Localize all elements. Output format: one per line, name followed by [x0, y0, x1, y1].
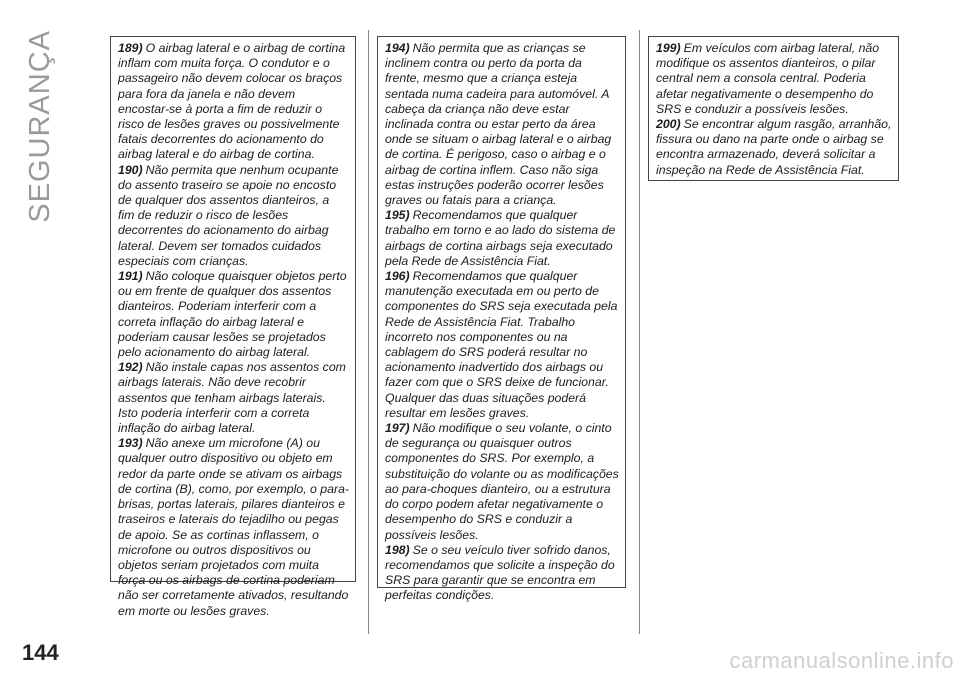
- note-189: 189) O airbag lateral e o airbag de cortina inflam com muita força. O condutor e o passageiro não devem colocar os braços para fora da janela e não devem encostar-se à porta a fim de reduzir o risco de lesões graves ou possivelmente fatais decorrentes do acionamento do airbag lateral e do airbag de cortina.: [118, 41, 346, 162]
- column-divider: [639, 30, 640, 634]
- note-197: 197) Não modifique o seu volante, o cinto de segurança ou quaisquer outros componentes do SRS. Por exemplo, a substituição do volante ou as modificações ao para-choques dianteiro, ou a estrutura do corpo podem afetar negativamente o desempenho do SRS e conduzir a possíveis lesões.: [385, 421, 619, 542]
- column-divider: [368, 30, 369, 634]
- warning-box-column-1: [110, 36, 356, 618]
- note-194: 194) Não permita que as crianças se inclinem contra ou perto da porta da frente, mesmo que a criança esteja sentada numa cadeira para automóvel. A cabeça da criança não deve estar inclinada contra ou estar perto da área onde se situam o airbag lateral e o airbag de cortina. É perigoso, caso o airbag e o airbag de cortina inflem. Caso não siga estas instruções poderão ocorrer lesões graves ou fatais para a criança.: [385, 41, 612, 208]
- note-196: 196) Recomendamos que qualquer manutenção executada em ou perto de componentes do SRS seja executada pela Rede de Assistência Fiat. Trabalho incorreto nos componentes ou na cablagem do SRS poderá resultar no acionamento inadvertido dos airbags ou fazer com que o SRS deixe de funcionar. Qualquer das duas situações poderá resultar em lesões graves.: [385, 269, 618, 420]
- page-number: 144: [22, 640, 59, 665]
- note-198: 198) Se o seu veículo tiver sofrido danos, recomendamos que solicite a inspeção do SRS para garantir que se encontra em perfeitas condições.: [385, 542, 615, 603]
- note-193: 193) Não anexe um microfone (A) ou qualquer outro dispositivo ou objeto em redor da parte onde se ativam os airbags de cortina (B), como, por exemplo, o para-brisas, portas laterais, pilares dianteiros e traseiros e laterais do tejadilho ou pegas de apoio. Se as cortinas inflassem, o microfone ou outros dispositivos ou objetos seriam projetados com muita força ou os airbags de cortina poderiam não ser corretamente ativados, resultando em morte ou lesões graves.: [118, 436, 350, 618]
- section-tab: [20, 30, 60, 223]
- note-195: 195) Recomendamos que qualquer trabalho em torno e ao lado do sistema de airbags de cortina airbags seja executado pela Rede de Assistência Fiat.: [385, 208, 616, 268]
- warning-box-column-2: [377, 36, 626, 603]
- note-192: 192) Não instale capas nos assentos com airbags laterais. Não deve recobrir assentos que tenham airbags laterais. Isto poderia interferir com a correta inflação do airbag lateral.: [118, 360, 346, 436]
- section-title: SEGURANÇA: [23, 30, 56, 223]
- note-190: 190) Não permita que nenhum ocupante do assento traseiro se apoie no encosto de qualquer dos assentos dianteiros, a fim de reduzir o risco de lesões decorrentes do acionamento do airbag lateral. Devem ser tomados cuidados especiais com crianças.: [118, 162, 339, 268]
- note-191: 191) Não coloque quaisquer objetos perto ou em frente de qualquer dos assentos dianteiros. Poderiam interferir com a correta inflação do airbag lateral e poderiam causar lesões se projetados pelo acionamento do airbag lateral.: [118, 269, 347, 360]
- note-199: 199) Em veículos com airbag lateral, não modifique os assentos dianteiros, o pilar central nem a consola central. Poderia afetar negativamente o desempenho do SRS e conduzir a possíveis lesões.: [656, 41, 880, 116]
- note-200: 200) Se encontrar algum rasgão, arranhão, fissura ou dano na parte onde o airbag se encontra armazenado, deverá solicitar a inspeção na Rede de Assistência Fiat.: [656, 117, 892, 177]
- watermark: carmanualsonline.info: [729, 648, 954, 673]
- warning-box-column-3: [648, 36, 899, 181]
